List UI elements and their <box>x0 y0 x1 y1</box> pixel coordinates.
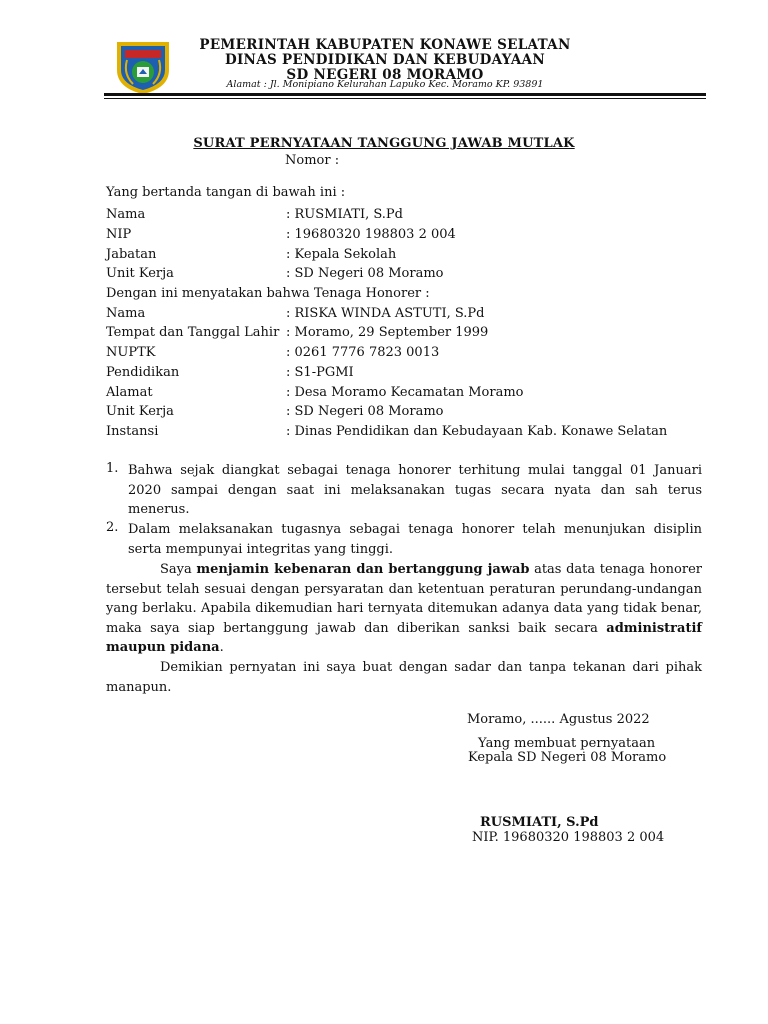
guarantee-paragraph <box>106 560 702 658</box>
point-text: Bahwa sejak diangkat sebagai tenaga honorer terhitung mulai tanggal 01 Januari 2020 sampai dengan saat ini melaksanakan tugas secara nyata dan sah terus menerus. <box>128 463 702 517</box>
honorer-field-value: : Moramo, 29 September 1999 <box>286 325 489 340</box>
honorer-field-value: : RISKA WINDA ASTUTI, S.Pd <box>286 306 485 321</box>
statement-intro: Dengan ini menyatakan bahwa Tenaga Honorer : <box>106 286 430 301</box>
guarantee-end: . <box>219 640 224 655</box>
signer-field-value: : SD Negeri 08 Moramo <box>286 266 444 281</box>
letterhead-department: DINAS PENDIDIKAN DAN KEBUDAYAAN <box>224 52 546 68</box>
letterhead-rule-thick <box>104 93 706 96</box>
point-number: 2. <box>106 520 119 535</box>
honorer-field-label: Tempat dan Tanggal Lahir <box>106 325 280 340</box>
signer-field-value: : Kepala Sekolah <box>286 247 397 262</box>
point-text: Dalam melaksanakan tugasnya sebagai tenaga honorer telah menunjukan disiplin serta mempunyai integritas yang tinggi. <box>128 522 702 557</box>
honorer-field-value: : SD Negeri 08 Moramo <box>286 404 444 419</box>
signer-field-label: NIP <box>106 227 132 242</box>
signer-field-label: Nama <box>106 207 146 222</box>
letterhead-school: SD NEGERI 08 MORAMO <box>286 67 484 83</box>
honorer-field-value: : Dinas Pendidikan dan Kebudayaan Kab. Konawe Selatan <box>286 424 668 439</box>
signer-field-label: Unit Kerja <box>106 266 174 281</box>
letterhead-government: PEMERINTAH KABUPATEN KONAWE SELATAN <box>199 37 571 53</box>
closing-paragraph: Demikian pernyatan ini saya buat dengan sadar dan tanpa tekanan dari pihak manapun. <box>106 660 702 695</box>
signature-position: Kepala SD Negeri 08 Moramo <box>468 750 667 765</box>
intro-text: Yang bertanda tangan di bawah ini : <box>106 185 346 200</box>
honorer-field-value: : S1-PGMI <box>286 365 354 380</box>
honorer-field-label: Unit Kerja <box>106 404 174 419</box>
honorer-field-label: Pendidikan <box>106 365 180 380</box>
point-number: 1. <box>106 461 119 476</box>
honorer-field-label: NUPTK <box>106 345 156 360</box>
signer-nip: NIP. 19680320 198803 2 004 <box>472 830 665 845</box>
letterhead-address: Alamat : Jl. Monipiano Kelurahan Lapuko Kec. Moramo KP. 93891 <box>226 79 544 90</box>
guarantee-body: atas data tenaga honorer tersebut telah sesuai dengan persyaratan dan ketentuan peraturan perundang-undangan yang berlaku. Apabila dikemudian hari ternyata ditemukan adanya data yang tidak benar, maka saya siap bertanggung jawab dan diberikan sanksi baik secara <box>106 562 703 636</box>
signer-field-label: Jabatan <box>106 247 157 262</box>
letterhead-rule-thin <box>104 98 706 99</box>
letter-title: SURAT PERNYATAAN TANGGUNG JAWAB MUTLAK <box>193 136 575 151</box>
guarantee-bold-phrase: menjamin kebenaran dan bertanggung jawab <box>196 562 530 577</box>
signature-maker: Yang membuat pernyataan <box>478 736 656 751</box>
signer-field-value: : 19680320 198803 2 004 <box>286 227 456 242</box>
place-date: Moramo, ...... Agustus 2022 <box>467 712 650 727</box>
honorer-field-label: Alamat <box>106 385 153 400</box>
signer-name: RUSMIATI, S.Pd <box>480 815 599 830</box>
sanction-bold-phrase: administratif maupun pidana <box>106 620 702 655</box>
honorer-field-label: Instansi <box>106 424 159 439</box>
guarantee-pre: Saya <box>160 562 197 577</box>
honorer-field-value: : 0261 7776 7823 0013 <box>286 345 440 360</box>
honorer-field-value: : Desa Moramo Kecamatan Moramo <box>286 385 524 400</box>
regency-logo <box>113 36 173 96</box>
letter-number: Nomor : <box>285 153 340 168</box>
signer-field-value: : RUSMIATI, S.Pd <box>286 207 403 222</box>
honorer-field-label: Nama <box>106 306 146 321</box>
